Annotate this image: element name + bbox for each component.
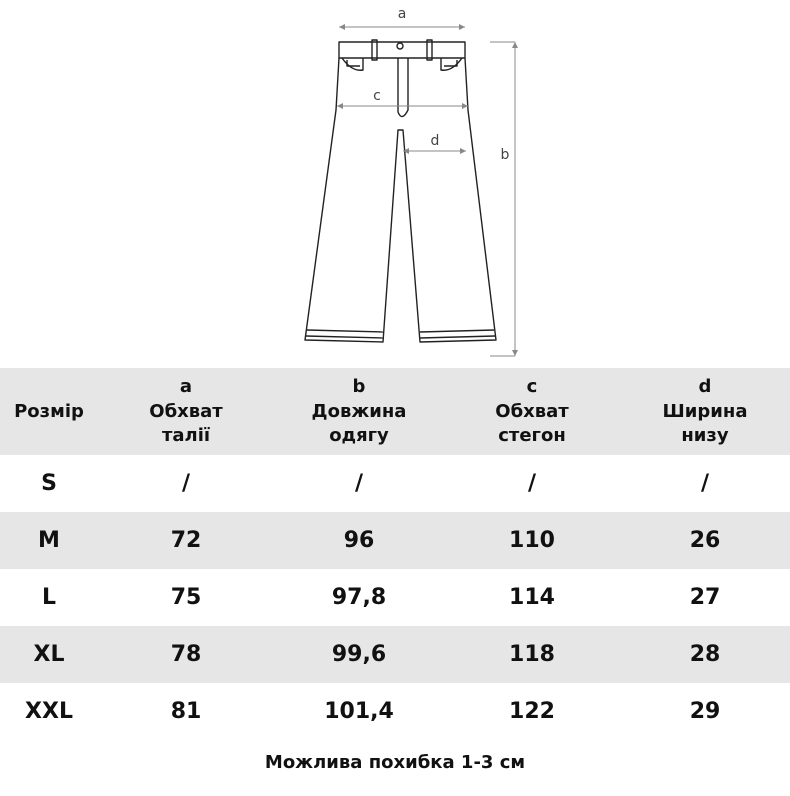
header-col-b [274,376,444,448]
dimension-label-c: c [373,88,381,104]
header-letter: b [352,375,366,397]
table-row [0,626,790,683]
header-col-d [620,376,790,448]
header-text: Обхват [149,400,223,422]
value-cell: / [527,471,537,496]
size-cell: L [41,585,57,610]
table-row [0,512,790,569]
tolerance-note: Можлива похибка 1-3 см [264,752,526,773]
value-cell: 81 [170,699,202,724]
value-cell: 122 [509,699,555,724]
dimension-b [490,42,518,356]
header-col-a [98,376,274,448]
size-cell: S [41,471,57,496]
value-cell: 114 [509,585,555,610]
value-cell: 110 [509,528,555,553]
value-cell: 29 [689,699,721,724]
table-row [0,683,790,740]
value-cell: 97,8 [331,585,387,610]
header-text: Ширина [662,400,748,422]
size-cell: M [38,528,60,553]
header-text: низу [681,424,729,446]
header-letter: a [179,375,193,397]
dimension-c [337,88,468,109]
table-row [0,455,790,512]
value-cell: 99,6 [331,642,387,667]
pants-diagram [0,0,790,368]
header-text: стегон [498,424,566,446]
size-cell: XL [33,642,65,667]
value-cell: 27 [689,585,721,610]
value-cell: 118 [509,642,555,667]
header-letter: d [698,375,712,397]
dimension-a [339,6,465,30]
header-text: талії [161,424,211,446]
value-cell: / [181,471,191,496]
value-cell: 26 [689,528,721,553]
header-text: одягу [329,424,389,446]
header-text: Обхват [495,400,569,422]
value-cell: 72 [170,528,202,553]
value-cell: 96 [343,528,375,553]
value-cell: 28 [689,642,721,667]
value-cell: 75 [170,585,202,610]
pants-illustration [0,0,790,368]
value-cell: / [700,471,710,496]
header-letter: c [526,375,538,397]
header-text: Довжина [311,400,407,422]
table-header-row [0,368,790,455]
size-cell: XXL [25,699,73,724]
table-row [0,569,790,626]
pants-outline [305,40,496,342]
dimension-label-a: a [397,6,407,22]
dimension-d [403,133,466,154]
dimension-label-b: b [500,147,510,163]
dimension-label-d: d [430,133,440,149]
value-cell: / [354,471,364,496]
value-cell: 101,4 [324,699,394,724]
size-table [0,368,790,740]
header-col-c [444,376,620,448]
value-cell: 78 [170,642,202,667]
header-size: Розмір [14,400,84,422]
